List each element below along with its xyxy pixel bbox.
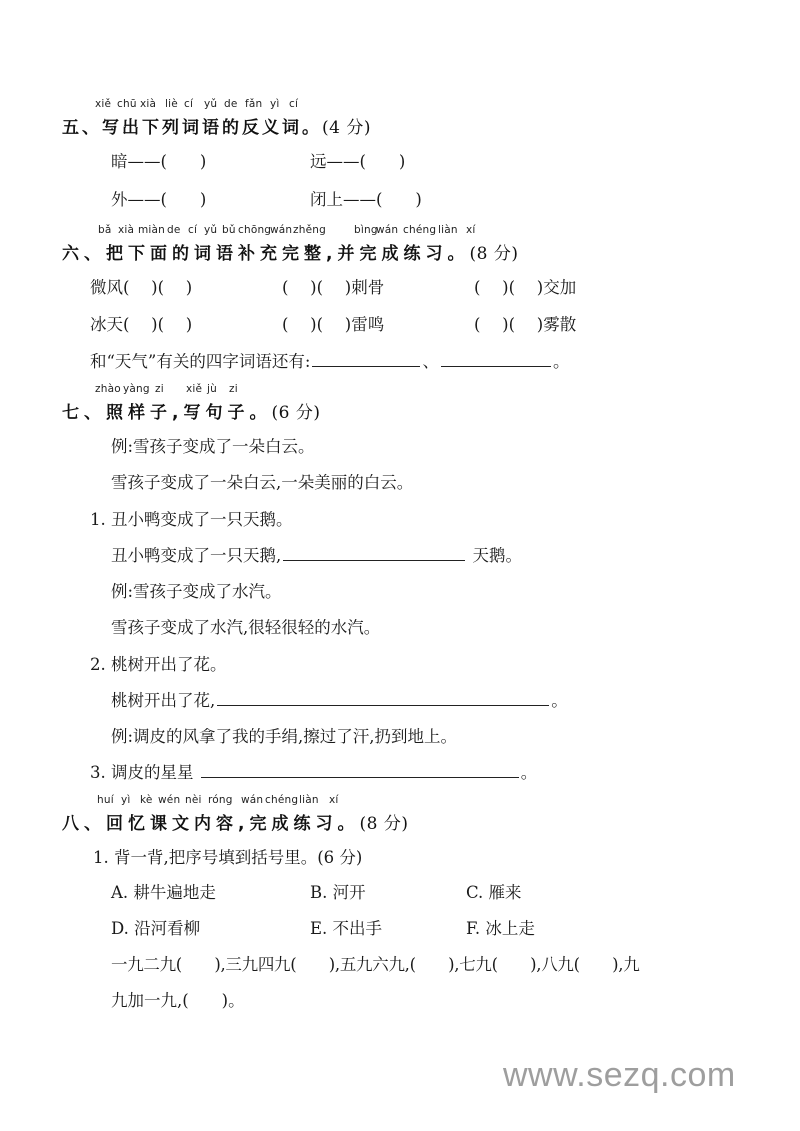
antonym-item-1: 暗——( ) <box>111 152 207 171</box>
section-title-text: 六、把下面的词语补充完整,并完成练习。 <box>62 244 470 264</box>
section-title-text: 七、照样子,写句子。 <box>62 403 272 423</box>
pinyin-syllable: xí <box>466 224 476 236</box>
pinyin-syllable: wán <box>376 224 399 236</box>
pinyin-syllable: de <box>167 224 181 236</box>
section8-question-1: 1. 背一背,把序号填到括号里。(6 分) <box>93 848 363 867</box>
q1-suffix: 天鹅。 <box>472 546 522 565</box>
section6-pinyin <box>0 224 800 238</box>
pinyin-syllable: chū <box>117 98 137 110</box>
pinyin-syllable: wán <box>241 794 264 806</box>
section-title-text: 五、写出下列词语的反义词。 <box>62 118 322 138</box>
pinyin-syllable: zhěng <box>293 224 326 236</box>
separator: 、 <box>422 352 439 371</box>
section8-pinyin <box>0 794 800 808</box>
pinyin-syllable: cí <box>184 98 194 110</box>
pinyin-syllable: chōng <box>238 224 272 236</box>
pinyin-syllable: yǔ <box>204 98 218 110</box>
prompt-text: 和“天气”有关的四字词语还有: <box>90 352 311 371</box>
section-score: (6 分) <box>271 403 321 423</box>
nine-nine-fill-line-2: 九加一九,( )。 <box>111 991 245 1010</box>
question-2-answer <box>111 687 568 711</box>
q2-prefix: 桃树开出了花, <box>111 691 216 710</box>
example-3: 例:调皮的风拿了我的手绢,擦过了汗,扔到地上。 <box>111 727 458 746</box>
pinyin-syllable: liè <box>165 98 178 110</box>
pinyin-syllable: yǔ <box>204 224 218 236</box>
antonym-item-2: 远——( ) <box>310 152 406 171</box>
nine-nine-fill-line-1: 一九二九( ),三九四九( ),五九六九,( ),七九( ),八九( ),九 <box>111 955 640 974</box>
question-3 <box>90 759 537 783</box>
section7-pinyin <box>0 383 800 397</box>
pinyin-syllable: xiě <box>186 383 203 395</box>
antonym-item-3: 外——( ) <box>111 190 207 209</box>
q3-answer-blank[interactable] <box>201 761 519 778</box>
pinyin-syllable: xí <box>329 794 339 806</box>
q3-prefix: 3. 调皮的星星 <box>90 763 194 782</box>
pinyin-syllable: wén <box>158 794 181 806</box>
pinyin-syllable: kè <box>140 794 153 806</box>
section7-title <box>62 398 320 423</box>
section6-title <box>62 239 518 264</box>
q1-prefix: 丑小鸭变成了一只天鹅, <box>111 546 282 565</box>
pinyin-syllable: de <box>224 98 238 110</box>
question-1: 1. 丑小鸭变成了一只天鹅。 <box>90 510 293 529</box>
pinyin-syllable: xiě <box>95 98 112 110</box>
idiom-row1-col3: ( )( )交加 <box>474 278 577 297</box>
pinyin-syllable: chéng <box>403 224 437 236</box>
pinyin-syllable: róng <box>208 794 233 806</box>
option-f: F. 冰上走 <box>466 919 535 938</box>
pinyin-syllable: bǎ <box>98 224 112 236</box>
example-2-answer: 雪孩子变成了水汽,很轻很轻的水汽。 <box>111 618 381 637</box>
idiom-row2-col2: ( )( )雷鸣 <box>282 315 385 334</box>
pinyin-syllable: chéng <box>265 794 299 806</box>
pinyin-syllable: yì <box>270 98 280 110</box>
section-title-text: 八、回忆课文内容,完成练习。 <box>62 814 360 834</box>
pinyin-syllable: fǎn <box>245 98 263 110</box>
pinyin-syllable: yàng <box>123 383 150 395</box>
q2-answer-blank[interactable] <box>217 689 549 706</box>
section5-title <box>62 113 371 138</box>
pinyin-syllable: zi <box>155 383 164 395</box>
section-score: (4 分) <box>322 118 371 138</box>
question-1-answer <box>111 542 522 566</box>
option-b: B. 河开 <box>310 883 366 902</box>
pinyin-syllable: huí <box>97 794 114 806</box>
idiom-row2-col1: 冰天( )( ) <box>90 315 193 334</box>
option-c: C. 雁来 <box>466 883 522 902</box>
pinyin-syllable: yì <box>121 794 131 806</box>
section-score: (8 分) <box>359 814 409 834</box>
antonym-item-4: 闭上——( ) <box>310 190 422 209</box>
watermark: www.sezq.com <box>503 1056 736 1094</box>
q3-suffix: 。 <box>520 763 538 782</box>
idiom-row1-col1: 微风( )( ) <box>90 278 193 297</box>
pinyin-syllable: zi <box>229 383 238 395</box>
option-e: E. 不出手 <box>310 919 383 938</box>
pinyin-syllable: liàn <box>438 224 458 236</box>
pinyin-syllable: xià <box>140 98 157 110</box>
pinyin-syllable: zhào <box>95 383 121 395</box>
pinyin-syllable: miàn <box>138 224 166 236</box>
q2-suffix: 。 <box>551 691 568 710</box>
option-a: A. 耕牛遍地走 <box>111 883 216 902</box>
pinyin-syllable: bǔ <box>222 224 236 236</box>
q1-answer-blank[interactable] <box>283 544 465 561</box>
pinyin-syllable: nèi <box>185 794 202 806</box>
section-score: (8 分) <box>469 244 519 264</box>
pinyin-syllable: liàn <box>299 794 319 806</box>
question-2: 2. 桃树开出了花。 <box>90 655 227 674</box>
pinyin-syllable: xià <box>118 224 135 236</box>
pinyin-syllable: jù <box>207 383 217 395</box>
option-d: D. 沿河看柳 <box>111 919 201 938</box>
answer-blank-2[interactable] <box>441 350 551 367</box>
idiom-row2-col3: ( )( )雾散 <box>474 315 577 334</box>
pinyin-syllable: cí <box>289 98 299 110</box>
example-2: 例:雪孩子变成了水汽。 <box>111 582 282 601</box>
pinyin-syllable: wán <box>270 224 293 236</box>
pinyin-syllable: cí <box>188 224 198 236</box>
example-1: 例:雪孩子变成了一朵白云。 <box>111 437 315 456</box>
idiom-row1-col2: ( )( )刺骨 <box>282 278 385 297</box>
example-1-answer: 雪孩子变成了一朵白云,一朵美丽的白云。 <box>111 473 414 492</box>
answer-blank-1[interactable] <box>312 350 420 367</box>
section8-title <box>62 809 408 834</box>
period: 。 <box>552 352 570 371</box>
pinyin-syllable: bìng <box>354 224 378 236</box>
section5-pinyin <box>0 98 800 112</box>
weather-idiom-prompt <box>90 348 569 372</box>
